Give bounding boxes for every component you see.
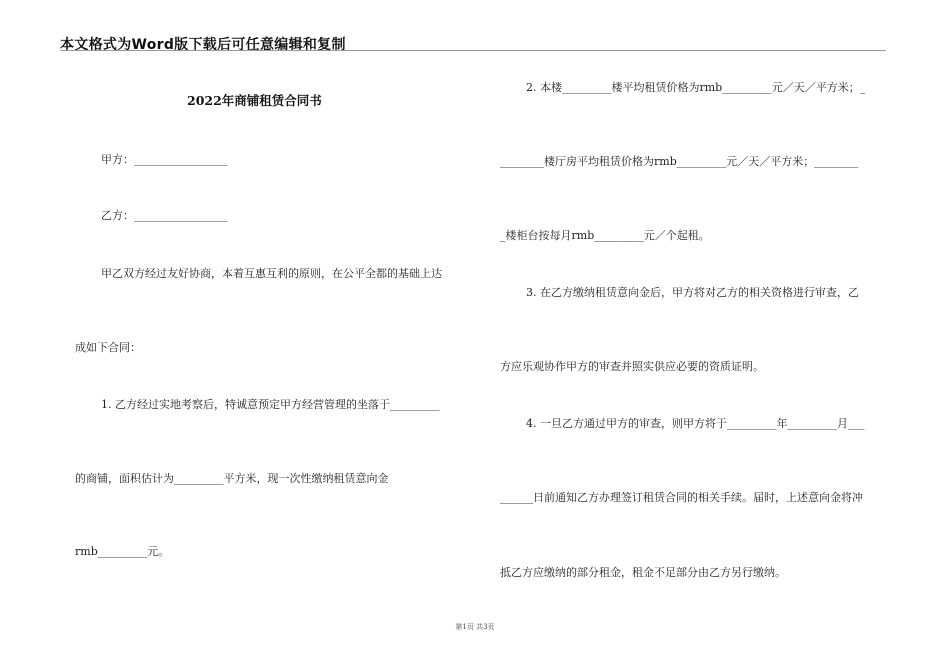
clause-2-line-1: 2. 本楼_________楼平均租赁价格为rmb_________元／天／平方米；_ bbox=[526, 81, 866, 94]
clause-4-line-1: 4. 一旦乙方通过甲方的审查，则甲方将于_________年_________月___ bbox=[526, 417, 865, 430]
clause-1-line-2: 的商铺，面积估计为_________平方米，现一次性缴纳租赁意向金 bbox=[75, 472, 389, 485]
clause-2-line-2: ________楼厅房平均租赁价格为rmb_________元／天／平方米；________ bbox=[500, 155, 859, 168]
party-a-line: 甲方：_________________ bbox=[101, 153, 228, 166]
intro-paragraph-line-1: 甲乙双方经过友好协商，本着互惠互利的原则，在公平全都的基础上达 bbox=[101, 267, 442, 280]
right-column bbox=[500, 0, 890, 672]
left-column bbox=[75, 0, 470, 672]
clause-4-line-3: 抵乙方应缴纳的部分租金，租金不足部分由乙方另行缴纳。 bbox=[500, 566, 786, 579]
download-notice-banner: 本文格式为Word版下载后可任意编辑和复制 bbox=[60, 37, 346, 53]
document-title: 2022年商铺租赁合同书 bbox=[187, 93, 322, 108]
page-number: 第1页 共3页 bbox=[455, 623, 495, 631]
clause-1-line-1: 1. 乙方经过实地考察后，特诚意预定甲方经营管理的坐落于_________ bbox=[101, 398, 440, 411]
intro-paragraph-line-2: 成如下合同： bbox=[75, 341, 141, 354]
clause-3-line-1: 3. 在乙方缴纳租赁意向金后，甲方将对乙方的相关资格进行审查，乙 bbox=[526, 286, 859, 299]
clause-4-line-2: ______日前通知乙方办理签订租赁合同的相关手续。届时，上述意向金将冲 bbox=[500, 491, 863, 504]
clause-3-line-2: 方应乐观协作甲方的审查并照实供应必要的资质证明。 bbox=[500, 360, 764, 373]
clause-2-line-3: _楼柜台按每月rmb_________元／个起租。 bbox=[500, 229, 710, 242]
party-b-line: 乙方：_________________ bbox=[101, 209, 228, 222]
clause-1-line-3: rmb_________元。 bbox=[75, 545, 170, 558]
